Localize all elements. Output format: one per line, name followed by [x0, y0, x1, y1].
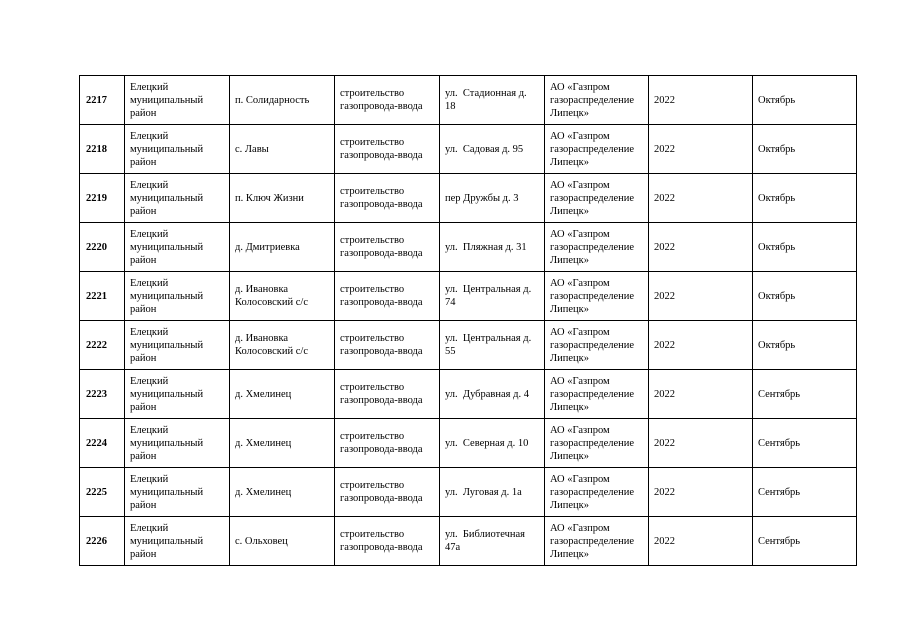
year-cell: 2022 — [649, 419, 753, 468]
row-number: 2226 — [80, 517, 125, 566]
year-cell: 2022 — [649, 76, 753, 125]
locality-cell: п. Солидарность — [230, 76, 335, 125]
organization-cell: АО «Газпром газораспределение Липецк» — [545, 174, 649, 223]
locality-cell: д. Дмитриевка — [230, 223, 335, 272]
district-cell: Елецкий муниципальный район — [125, 468, 230, 517]
address-cell: ул. Луговая д. 1а — [440, 468, 545, 517]
year-cell: 2022 — [649, 223, 753, 272]
address-cell: ул. Дубравная д. 4 — [440, 370, 545, 419]
table-row — [80, 76, 857, 125]
locality-cell: д. Хмелинец — [230, 419, 335, 468]
month-cell: Сентябрь — [753, 419, 857, 468]
row-number: 2220 — [80, 223, 125, 272]
district-cell: Елецкий муниципальный район — [125, 272, 230, 321]
month-cell: Октябрь — [753, 272, 857, 321]
work-type-cell: строительство газопровода-ввода — [335, 468, 440, 517]
organization-cell: АО «Газпром газораспределение Липецк» — [545, 468, 649, 517]
table-row — [80, 468, 857, 517]
organization-cell: АО «Газпром газораспределение Липецк» — [545, 76, 649, 125]
year-cell: 2022 — [649, 272, 753, 321]
organization-cell: АО «Газпром газораспределение Липецк» — [545, 419, 649, 468]
address-cell: ул. Северная д. 10 — [440, 419, 545, 468]
district-cell: Елецкий муниципальный район — [125, 174, 230, 223]
row-number: 2218 — [80, 125, 125, 174]
month-cell: Октябрь — [753, 76, 857, 125]
row-number: 2223 — [80, 370, 125, 419]
table-row — [80, 272, 857, 321]
month-cell: Октябрь — [753, 174, 857, 223]
address-cell: ул. Стадионная д. 18 — [440, 76, 545, 125]
work-type-cell: строительство газопровода-ввода — [335, 272, 440, 321]
organization-cell: АО «Газпром газораспределение Липецк» — [545, 223, 649, 272]
row-number: 2221 — [80, 272, 125, 321]
table-row — [80, 370, 857, 419]
locality-cell: д. Ивановка Колосовский с/с — [230, 272, 335, 321]
month-cell: Октябрь — [753, 223, 857, 272]
locality-cell: с. Ольховец — [230, 517, 335, 566]
organization-cell: АО «Газпром газораспределение Липецк» — [545, 370, 649, 419]
row-number: 2217 — [80, 76, 125, 125]
month-cell: Сентябрь — [753, 370, 857, 419]
work-type-cell: строительство газопровода-ввода — [335, 76, 440, 125]
year-cell: 2022 — [649, 174, 753, 223]
organization-cell: АО «Газпром газораспределение Липецк» — [545, 321, 649, 370]
work-type-cell: строительство газопровода-ввода — [335, 223, 440, 272]
address-cell: ул. Центральная д. 74 — [440, 272, 545, 321]
year-cell: 2022 — [649, 468, 753, 517]
table-body — [80, 76, 857, 566]
organization-cell: АО «Газпром газораспределение Липецк» — [545, 125, 649, 174]
month-cell: Октябрь — [753, 321, 857, 370]
table-row — [80, 419, 857, 468]
month-cell: Октябрь — [753, 125, 857, 174]
table-row — [80, 223, 857, 272]
locality-cell: д. Ивановка Колосовский с/с — [230, 321, 335, 370]
table-row — [80, 174, 857, 223]
month-cell: Сентябрь — [753, 468, 857, 517]
district-cell: Елецкий муниципальный район — [125, 125, 230, 174]
month-cell: Сентябрь — [753, 517, 857, 566]
address-cell: ул. Пляжная д. 31 — [440, 223, 545, 272]
row-number: 2224 — [80, 419, 125, 468]
row-number: 2219 — [80, 174, 125, 223]
district-cell: Елецкий муниципальный район — [125, 223, 230, 272]
organization-cell: АО «Газпром газораспределение Липецк» — [545, 517, 649, 566]
work-type-cell: строительство газопровода-ввода — [335, 370, 440, 419]
table-row — [80, 517, 857, 566]
locality-cell: д. Хмелинец — [230, 370, 335, 419]
address-cell: ул. Библиотечная 47а — [440, 517, 545, 566]
locality-cell: п. Ключ Жизни — [230, 174, 335, 223]
work-type-cell: строительство газопровода-ввода — [335, 517, 440, 566]
organization-cell: АО «Газпром газораспределение Липецк» — [545, 272, 649, 321]
year-cell: 2022 — [649, 370, 753, 419]
year-cell: 2022 — [649, 517, 753, 566]
row-number: 2222 — [80, 321, 125, 370]
year-cell: 2022 — [649, 321, 753, 370]
work-type-cell: строительство газопровода-ввода — [335, 174, 440, 223]
district-cell: Елецкий муниципальный район — [125, 370, 230, 419]
work-type-cell: строительство газопровода-ввода — [335, 125, 440, 174]
locality-cell: с. Лавы — [230, 125, 335, 174]
district-cell: Елецкий муниципальный район — [125, 321, 230, 370]
row-number: 2225 — [80, 468, 125, 517]
work-type-cell: строительство газопровода-ввода — [335, 321, 440, 370]
address-cell: ул. Центральная д. 55 — [440, 321, 545, 370]
address-cell: пер Дружбы д. 3 — [440, 174, 545, 223]
gas-connection-table — [79, 75, 857, 566]
locality-cell: д. Хмелинец — [230, 468, 335, 517]
address-cell: ул. Садовая д. 95 — [440, 125, 545, 174]
district-cell: Елецкий муниципальный район — [125, 419, 230, 468]
table-row — [80, 125, 857, 174]
table-row — [80, 321, 857, 370]
year-cell: 2022 — [649, 125, 753, 174]
work-type-cell: строительство газопровода-ввода — [335, 419, 440, 468]
district-cell: Елецкий муниципальный район — [125, 517, 230, 566]
district-cell: Елецкий муниципальный район — [125, 76, 230, 125]
